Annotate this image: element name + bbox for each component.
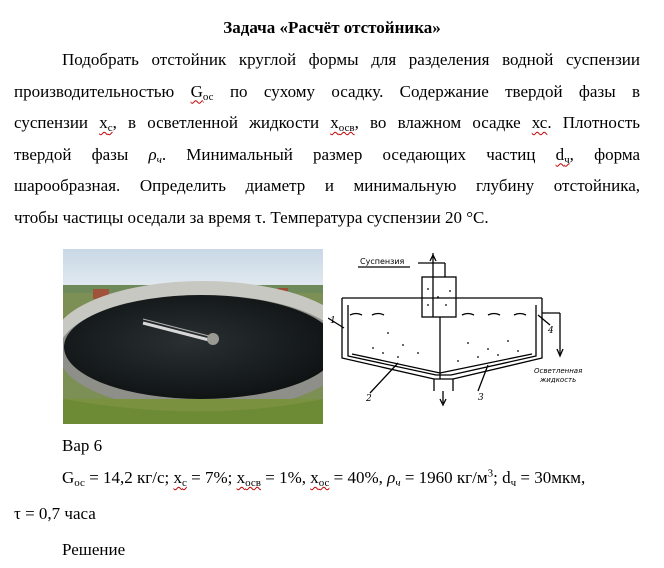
- paragraph-line-4: твердой фазы $\rho_ч$. Минимальный размер оседающих частиц $d_ч$, форма: [14, 144, 641, 166]
- solution-heading: Решение: [62, 540, 126, 559]
- paragraph-line-6: чтобы частицы оседали за время τ. Температура суспензии 20 °С.: [14, 207, 489, 227]
- label-num-3: 3: [478, 393, 484, 403]
- variant-label: Вар 6: [62, 436, 103, 455]
- task-paragraph: [14, 44, 640, 233]
- label-clarified-liquid-2: жидкость: [540, 376, 577, 384]
- task-title: Задача «Расчёт отстойника»: [223, 18, 441, 37]
- given-data-line-1: $G_{ос} = 14,2$ кг/с; $х_с = 7\%$; $х_{осв} = 1\%$, $х_{ос} = 40\%$, $\rho_ч = 1960$ $кг/м^3$; $d_ч = 30мкм$,: [62, 467, 586, 489]
- given-data-line-2: τ = 0,7 часа: [14, 504, 96, 523]
- paragraph-line-2: производительностью $G_{ос}$ по сухому осадку. Содержание твердой фазы в: [14, 81, 641, 103]
- settling-tank-photo-image: [63, 249, 323, 424]
- settling-tank-photo: [63, 249, 323, 424]
- label-suspension: Суспензия: [360, 257, 405, 266]
- paragraph-line-3: суспензии $х_с$, в осветленной жидкости $х_{осв}$, во влажном осадке хс. Плотность: [14, 113, 640, 134]
- label-num-1: 1: [330, 316, 336, 326]
- settling-tank-scheme: [328, 253, 594, 413]
- settling-tank-diagram: [328, 253, 594, 413]
- paragraph-line-5: шарообразная. Определить диаметр и минимальную глубину отстойника,: [14, 176, 640, 195]
- paragraph-line-1: Подобрать отстойник круглой формы для разделения водной суспензии: [62, 50, 640, 69]
- label-clarified-liquid-1: Осветленная: [534, 367, 583, 375]
- label-num-4: 4: [548, 326, 554, 336]
- label-num-2: 2: [366, 394, 372, 404]
